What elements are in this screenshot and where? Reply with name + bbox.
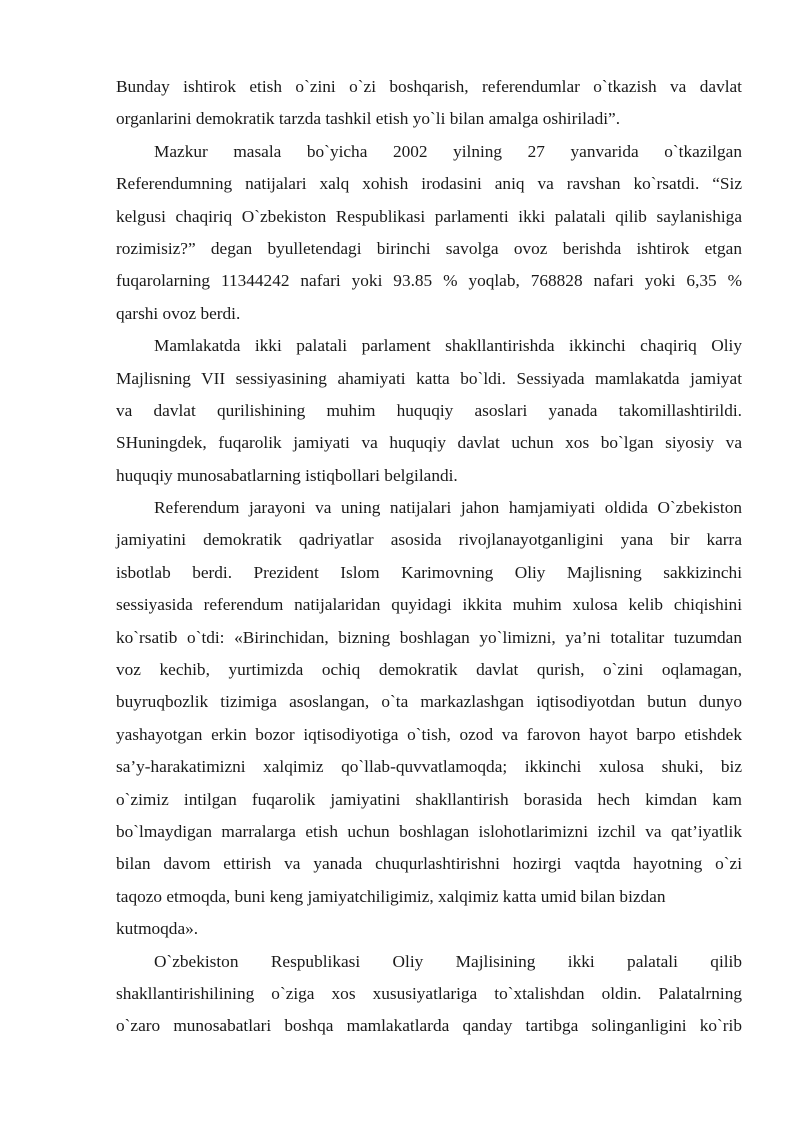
paragraph-oliy-majlis <box>116 946 742 1043</box>
text-line: kutmoqda». <box>116 919 199 939</box>
text-line: jamiyatini demokratik qadriyatlar asosida rivojlanayotganligini yana bir karra <box>116 530 742 550</box>
paragraph-intro <box>116 71 742 136</box>
text-line: o`zimiz intilgan fuqarolik jamiyatini shakllantirish borasida hech kimdan kam <box>116 789 742 809</box>
paragraph-session-vii <box>116 330 742 492</box>
text-line: Majlisning VII sessiyasining ahamiyati katta bo`ldi. Sessiyada mamlakatda jamiyat <box>116 368 742 388</box>
text-line: Mazkur masala bo`yicha 2002 yilning 27 yanvarida o`tkazilgan <box>154 141 742 161</box>
text-line: qarshi ovoz berdi. <box>116 303 241 323</box>
text-line: Mamlakatda ikki palatali parlament shakllantirishda ikkinchi chaqiriq Oliy <box>154 336 742 356</box>
text-line: va davlat qurilishining muhim huquqiy asoslari yanada takomillashtirildi. <box>116 400 742 420</box>
text-line: voz kechib, yurtimizda ochiq demokratik davlat qurish, o`zini oqlamagan, <box>116 660 742 680</box>
text-line: O`zbekiston Respublikasi Oliy Majlisining ikki palatali qilib <box>154 951 742 971</box>
text-line: rozimisiz?” degan byulletendagi birinchi savolga ovoz berishda ishtirok etgan <box>116 238 742 258</box>
text-line: bilan davom ettirish va yanada chuqurlashtirishni hozirgi vaqtda hayotning o`zi <box>116 854 742 874</box>
text-line: taqozo etmoqda, buni keng jamiyatchiligimiz, xalqimiz katta umid bilan bizdan <box>116 886 666 906</box>
text-line: kelgusi chaqiriq O`zbekiston Respublikasi parlamenti ikki palatali qilib saylanishiga <box>116 206 742 226</box>
text-line: Bunday ishtirok etish o`zini o`zi boshqarish, referendumlar o`tkazish va davlat <box>116 77 742 96</box>
text-line: SHuningdek, fuqarolik jamiyati va huquqiy davlat uchun xos bo`lgan siyosiy va <box>116 433 742 453</box>
document-page <box>116 71 742 1043</box>
text-line: organlarini demokratik tarzda tashkil etish yo`li bilan amalga oshiriladi”. <box>116 109 621 129</box>
text-line: Referendumning natijalari xalq xohish irodasini aniq va ravshan ko`rsatdi. “Siz <box>116 174 742 194</box>
text-line: sessiyasida referendum natijalaridan quyidagi ikkita muhim xulosa kelib chiqishini <box>116 595 742 615</box>
text-line: o`zaro munosabatlari boshqa mamlakatlarda qanday tartibga solinganligini ko`rib <box>116 1016 742 1036</box>
text-line: yashayotgan erkin bozor iqtisodiyotiga o`tish, ozod va farovon hayot barpo etishdek <box>116 724 742 744</box>
paragraph-referendum-results <box>116 136 742 330</box>
paragraph-president-quote <box>116 492 742 945</box>
text-line: buyruqbozlik tizimiga asoslangan, o`ta markazlashgan iqtisodiyotdan butun dunyo <box>116 692 742 712</box>
text-line: shakllantirishilining o`ziga xos xususiyatlariga to`xtalishdan oldin. Palatalrning <box>116 983 742 1003</box>
text-line: fuqarolarning 11344242 nafari yoki 93.85 % yoqlab, 768828 nafari yoki 6,35 % <box>116 271 742 291</box>
text-line: sa’y-harakatimizni xalqimiz qo`llab-quvvatlamoqda; ikkinchi xulosa shuki, biz <box>116 757 742 777</box>
text-line: Referendum jarayoni va uning natijalari jahon hamjamiyati oldida O`zbekiston <box>154 498 742 518</box>
text-line: isbotlab berdi. Prezident Islom Karimovning Oliy Majlisning sakkizinchi <box>116 562 742 582</box>
text-line: huquqiy munosabatlarning istiqbollari belgilandi. <box>116 465 458 485</box>
text-line: bo`lmaydigan marralarga etish uchun boshlagan islohotlarimizni izchil va qat’iyatlik <box>116 821 742 841</box>
text-line: ko`rsatib o`tdi: «Birinchidan, bizning boshlagan yo`limizni, ya’ni totalitar tuzumdan <box>116 627 742 647</box>
